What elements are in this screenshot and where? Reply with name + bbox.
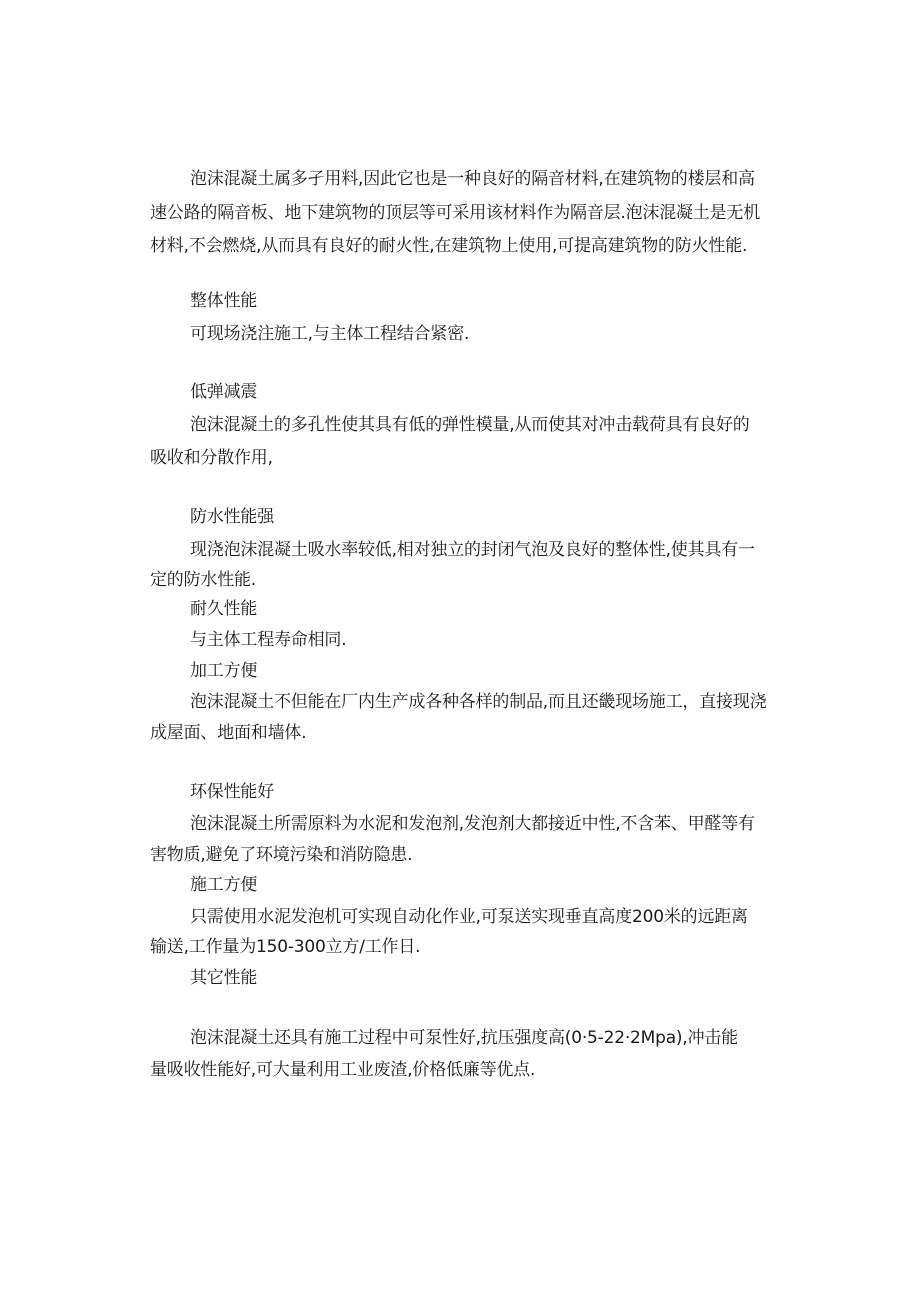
- heading-processing: 加工方便: [190, 661, 258, 681]
- paragraph-durability: 与主体工程寿命相同.: [190, 630, 347, 650]
- heading-integrity: 整体性能: [190, 291, 258, 311]
- paragraph-damping-line-2: 吸收和分散作用,: [150, 448, 273, 468]
- heading-waterproof: 防水性能强: [190, 507, 274, 527]
- paragraph-eco-line-2: 害物质,避免了环境污染和消防隐患.: [150, 845, 413, 865]
- paragraph-integrity: 可现场浇注施工,与主体工程结合紧密.: [190, 324, 470, 344]
- heading-construction: 施工方便: [190, 875, 258, 895]
- paragraph-eco-line-1: 泡沫混凝土所需原料为水泥和发泡剂,发泡剂大都接近中性,不含苯、甲醛等有: [190, 814, 755, 834]
- paragraph-damping-line-1: 泡沫混凝土的多孔性使其具有低的弹性模量,从而使其对冲击载荷具有良好的: [190, 415, 750, 435]
- paragraph-waterproof-line-1: 现浇泡沫混凝土吸水率较低,相对独立的封闭气泡及良好的整体性,使其具有一: [190, 540, 755, 560]
- paragraph-soundproof-line-3: 材料,不会燃烧,从而具有良好的耐火性,在建筑物上使用,可提高建筑物的防火性能.: [150, 236, 748, 256]
- heading-eco: 环保性能好: [190, 782, 274, 802]
- paragraph-processing-line-2: 成屋面、地面和墙体.: [150, 723, 307, 743]
- paragraph-construction-line-1: 只需使用水泥发泡机可实现自动化作业,可泵送实现垂直高度200米的远距离: [190, 907, 748, 927]
- paragraph-processing-line-1: 泡沫混凝土不但能在厂内生产成各种各样的制品,而且还畿现场施工，直接现浇: [190, 692, 767, 712]
- paragraph-waterproof-line-2: 定的防水性能.: [150, 570, 257, 590]
- paragraph-other-line-2: 量吸收性能好,可大量利用工业废渣,价格低廉等优点.: [150, 1060, 536, 1080]
- heading-durability: 耐久性能: [190, 599, 258, 619]
- heading-damping: 低弹减震: [190, 382, 258, 402]
- paragraph-construction-line-2: 输送,工作量为150-300立方/工作日.: [150, 937, 421, 957]
- paragraph-soundproof-line-2: 速公路的隔音板、地下建筑物的顶层等可采用该材料作为隔音层.泡沫混凝土是无机: [150, 203, 761, 223]
- heading-other: 其它性能: [190, 968, 258, 988]
- paragraph-soundproof-line-1: 泡沫混凝土属多孑用料,因此它也是一种良好的隔音材料,在建筑物的楼层和高: [190, 169, 755, 189]
- paragraph-other-line-1: 泡沫混凝土还具有施工过程中可泵性好,抗压强度高(0·5-22·2Mpa),冲击能: [190, 1028, 738, 1048]
